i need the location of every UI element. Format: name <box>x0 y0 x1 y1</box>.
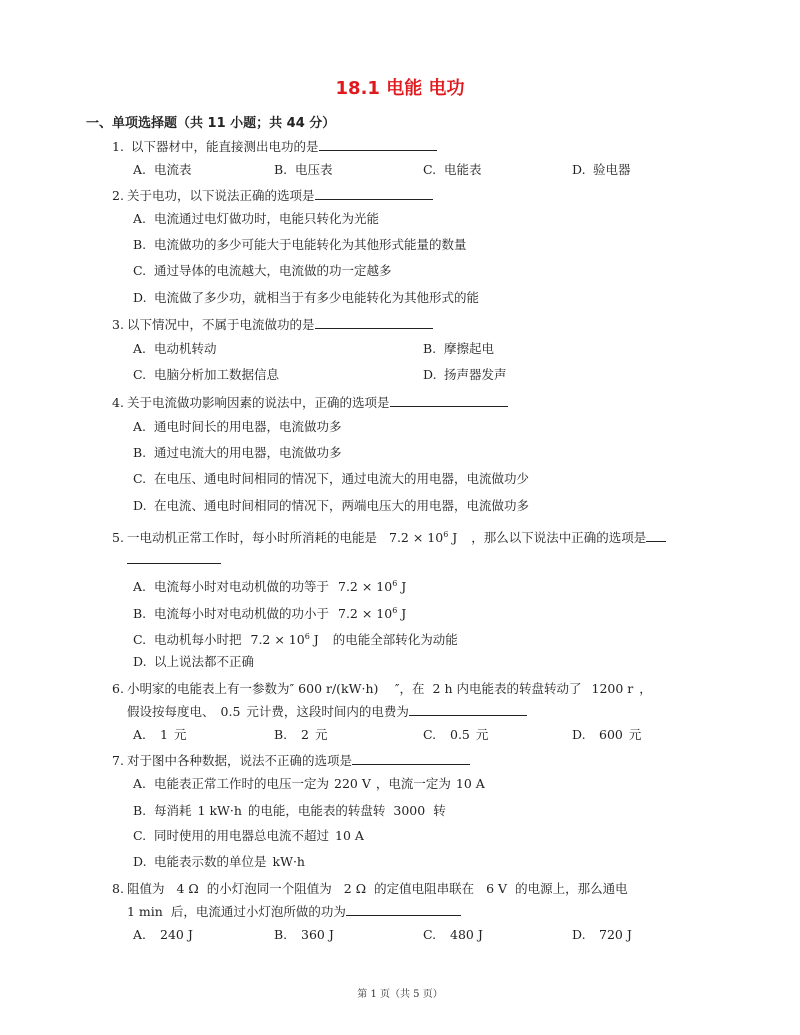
text-fragment: ，电流一定为 <box>375 776 451 791</box>
text-fragment: 电流做了多少功，就相当于有多少电能转化为其他形式的能 <box>154 290 480 305</box>
question-4-option-c <box>133 470 529 488</box>
page-title: 18.1 电能 电功 <box>335 78 465 99</box>
text-fragment: 的电源上，那么通电 <box>515 881 628 896</box>
text-fragment: 2 <box>301 727 309 742</box>
answer-blank <box>319 138 437 151</box>
text-fragment: 0.5 <box>220 704 241 719</box>
question-4-option-d <box>133 497 529 515</box>
question-6-option-d <box>572 726 641 744</box>
text-fragment: 电流表 <box>154 162 192 177</box>
text-fragment: 的小灯泡同一个阻值为 <box>206 881 332 896</box>
option-label: C. <box>133 471 147 486</box>
text-fragment: 在电压、通电时间相同的情况下，通过电流大的用电器，电流做功少 <box>154 471 530 486</box>
question-7-option-d <box>133 853 305 871</box>
answer-blank <box>352 752 470 765</box>
text-fragment: 6. <box>112 681 124 696</box>
text-fragment: 电动机转动 <box>154 341 217 356</box>
text-fragment: J <box>401 606 407 621</box>
text-fragment: ″ 600 r/(kW·h) ″ <box>289 681 400 696</box>
option-label: B. <box>274 162 288 177</box>
text-fragment: 小明家的电能表上有一参数为 <box>127 681 290 696</box>
text-fragment: 7.2 × 10 <box>338 579 393 594</box>
option-label: A. <box>133 727 147 742</box>
text-fragment: 元 <box>475 727 489 742</box>
question-2-stem <box>112 187 433 205</box>
text-fragment: 元计费，这段时间内的电费为 <box>246 704 409 719</box>
question-8-stem <box>112 880 628 898</box>
text-fragment: 5. <box>112 530 124 545</box>
answer-blank <box>127 551 221 564</box>
text-fragment: 一电动机正常工作时，每小时所消耗的电能是 <box>127 530 378 545</box>
question-5-option-b <box>133 602 406 623</box>
question-1-option-d <box>572 161 631 179</box>
answer-blank <box>315 187 433 200</box>
text-fragment: J <box>452 530 458 545</box>
option-label: C. <box>423 927 437 942</box>
text-fragment: 后，电流通过小灯泡所做的功为 <box>170 904 346 919</box>
question-4-option-a <box>133 418 342 436</box>
question-8-stem-line-2 <box>127 903 461 921</box>
answer-blank <box>315 316 433 329</box>
text-fragment: 摩擦起电 <box>444 341 495 356</box>
text-fragment: 7.2 × 10 <box>389 530 444 545</box>
answer-blank <box>390 394 508 407</box>
text-fragment: 1 kW·h <box>197 803 242 818</box>
text-fragment: ，那么以下说法中正确的选项是 <box>471 530 647 545</box>
question-7-option-b <box>133 802 446 820</box>
question-1-option-c <box>423 161 482 179</box>
text-fragment <box>646 529 666 542</box>
option-label: C. <box>423 727 437 742</box>
text-fragment: 7.2 × 10 <box>338 606 393 621</box>
text-fragment: ， <box>639 681 652 696</box>
text-fragment: 内电能表的转盘转动了 <box>456 681 582 696</box>
energy-value: $7.2 \times 10^6$ J <box>389 530 458 545</box>
option-label: A. <box>133 211 147 226</box>
question-3-stem <box>112 316 433 334</box>
text-fragment: 的电能，电能表的转盘转 <box>247 803 386 818</box>
question-6-stem-line-2 <box>127 703 527 721</box>
text-fragment: 的定值电阻串联在 <box>374 881 475 896</box>
question-2-option-b <box>133 236 467 254</box>
text-fragment: 1 min <box>127 904 163 919</box>
text-fragment: 扬声器发声 <box>444 367 507 382</box>
option-label: C. <box>133 367 147 382</box>
text-fragment: 3. <box>112 317 124 332</box>
question-8-option-a <box>133 926 193 944</box>
text-fragment: 通电时间长的用电器，电流做功多 <box>154 419 342 434</box>
option-label: D. <box>572 727 586 742</box>
option-label: D. <box>423 367 437 382</box>
question-5-option-a <box>133 575 406 596</box>
option-label: A. <box>133 927 147 942</box>
question-2-option-c <box>133 262 392 280</box>
text-fragment: $7.2 \times 10^6$ J <box>338 579 407 594</box>
question-6-option-c <box>423 726 488 744</box>
text-fragment: J <box>313 632 319 647</box>
text-fragment: 同时使用的用电器总电流不超过 <box>154 828 330 843</box>
question-1-stem <box>112 138 437 156</box>
option-label: D. <box>133 654 147 669</box>
option-label: C. <box>133 828 147 843</box>
question-6-option-b <box>274 726 327 744</box>
text-fragment: 2 Ω <box>343 881 367 896</box>
option-label: D. <box>133 498 147 513</box>
option-label: A. <box>133 341 147 356</box>
text-fragment: 7.2 × 10 <box>250 632 305 647</box>
option-label: D. <box>572 927 586 942</box>
text-fragment: 关于电流做功影响因素的说法中，正确的选项是 <box>127 395 390 410</box>
text-fragment: 360 J <box>301 927 334 942</box>
question-text: 以下器材中，能直接测出电功的是 <box>130 139 319 154</box>
text-fragment: 2 h <box>432 681 453 696</box>
text-fragment: 480 J <box>450 927 483 942</box>
option-label: B. <box>274 927 288 942</box>
option-label: A. <box>133 419 147 434</box>
text-fragment: 转 <box>433 803 446 818</box>
text-fragment: 电能表示数的单位是 <box>154 854 267 869</box>
text-fragment: 电流做功的多少可能大于电能转化为其他形式能量的数量 <box>154 237 467 252</box>
answer-blank <box>346 903 461 916</box>
text-fragment: 以上说法都不正确 <box>154 654 255 669</box>
text-fragment: 电动机每小时把 <box>154 632 242 647</box>
text-fragment: 对于图中各种数据，说法不正确的选项是 <box>127 753 353 768</box>
text-fragment: 的电能全部转化为动能 <box>332 632 458 647</box>
question-2-option-d <box>133 289 479 307</box>
option-label: D. <box>572 162 586 177</box>
text-fragment: 600 <box>599 727 623 742</box>
question-5-stem <box>112 526 666 547</box>
text-fragment: 6 V <box>486 881 508 896</box>
text-fragment: 元 <box>173 727 187 742</box>
text-fragment: 7. <box>112 753 124 768</box>
text-fragment: J <box>401 579 407 594</box>
question-6-stem <box>112 680 652 698</box>
page-footer: 第 1 页（共 5 页） <box>357 989 443 1000</box>
option-label: A. <box>133 776 147 791</box>
option-label: A. <box>133 579 147 594</box>
option-label: C. <box>423 162 437 177</box>
text-fragment: 1200 r <box>591 681 634 696</box>
option-label: B. <box>133 445 147 460</box>
text-fragment: 以下情况中，不属于电流做功的是 <box>127 317 315 332</box>
text-fragment: 8. <box>112 881 124 896</box>
option-label: B. <box>133 606 147 621</box>
text-fragment: 电流通过电灯做功时，电能只转化为光能 <box>154 211 380 226</box>
option-label: B. <box>133 237 147 252</box>
text-fragment: 3000 <box>393 803 426 818</box>
question-2-option-a <box>133 210 379 228</box>
question-number: 1. <box>112 139 124 154</box>
question-8-option-b <box>274 926 334 944</box>
text-fragment: 电流每小时对电动机做的功等于 <box>154 579 330 594</box>
text-fragment: 每消耗 <box>154 803 192 818</box>
text-fragment: ，在 <box>399 681 425 696</box>
option-label: C. <box>133 632 147 647</box>
text-fragment: 10 A <box>455 776 485 791</box>
option-label: D. <box>133 854 147 869</box>
text-fragment: 通过导体的电流越大，电流做的功一定越多 <box>154 263 392 278</box>
text-fragment: 4 Ω <box>176 881 199 896</box>
text-fragment: 1 <box>160 727 168 742</box>
text-fragment: 4. <box>112 395 124 410</box>
option-label: B. <box>423 341 437 356</box>
text-fragment: 电流每小时对电动机做的功小于 <box>154 606 330 621</box>
question-7-option-a <box>133 775 485 793</box>
text-fragment: 电脑分析加工数据信息 <box>154 367 280 382</box>
question-6-option-a <box>133 726 186 744</box>
text-fragment: 阻值为 <box>127 881 165 896</box>
text-fragment: 通过电流大的用电器，电流做功多 <box>154 445 342 460</box>
text-fragment: 电能表正常工作时的电压一定为 <box>154 776 330 791</box>
text-fragment: 720 J <box>599 927 632 942</box>
text-fragment: 元 <box>314 727 328 742</box>
question-4-option-b <box>133 444 342 462</box>
question-3-option-d <box>423 366 507 384</box>
option-label: A. <box>133 162 147 177</box>
option-label: B. <box>133 803 147 818</box>
section-heading: 一、单项选择题（共 11 小题；共 44 分） <box>86 116 336 131</box>
text-fragment: 10 A <box>335 828 364 843</box>
text-fragment: $7.2 \times 10^6$ J <box>338 606 407 621</box>
question-5-blank-line <box>127 551 221 569</box>
text-fragment: 电压表 <box>295 162 333 177</box>
text-fragment: 假设按每度电、 <box>127 704 215 719</box>
question-8-option-c <box>423 926 483 944</box>
text-fragment: 0.5 <box>450 727 470 742</box>
text-fragment: 电能表 <box>444 162 482 177</box>
question-4-stem <box>112 394 508 412</box>
text-fragment: 240 J <box>160 927 193 942</box>
option-label: C. <box>133 263 147 278</box>
text-fragment: 关于电功，以下说法正确的选项是 <box>127 188 315 203</box>
question-7-option-c <box>133 827 364 845</box>
question-5-option-c <box>133 628 458 649</box>
question-8-option-d <box>572 926 632 944</box>
option-label: D. <box>133 290 147 305</box>
question-7-stem <box>112 752 470 770</box>
text-fragment: kW·h <box>272 854 305 869</box>
question-3-option-a <box>133 340 217 358</box>
question-1-option-a <box>133 161 192 179</box>
question-1-option-b <box>274 161 333 179</box>
text-fragment: 2. <box>112 188 124 203</box>
answer-blank <box>409 703 527 716</box>
option-label: B. <box>274 727 288 742</box>
question-3-option-c <box>133 366 279 384</box>
text-fragment: 220 V <box>334 776 371 791</box>
text-fragment: 元 <box>628 727 642 742</box>
question-3-option-b <box>423 340 494 358</box>
question-5-option-d <box>133 653 254 671</box>
text-fragment: 验电器 <box>593 162 631 177</box>
text-fragment: 在电流、通电时间相同的情况下，两端电压大的用电器，电流做功多 <box>154 498 530 513</box>
text-fragment: $7.2 \times 10^6$ J <box>250 632 319 647</box>
